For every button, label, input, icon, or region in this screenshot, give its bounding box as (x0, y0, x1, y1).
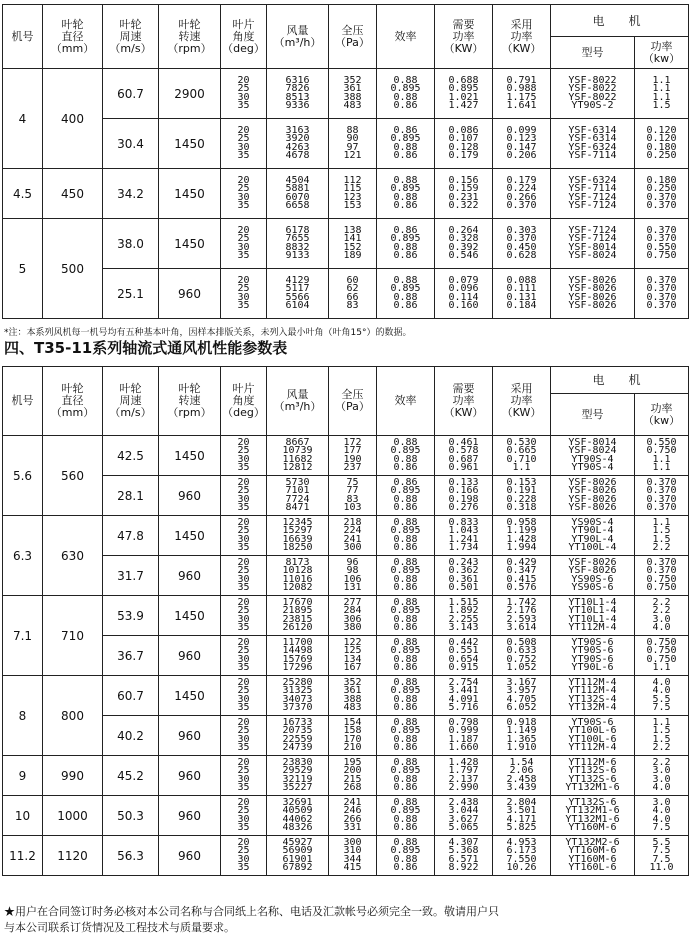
cell-efficiency: 0.88 0.895 0.88 0.86 (377, 516, 435, 556)
cell-efficiency: 0.88 0.895 0.88 0.86 (377, 69, 435, 119)
cell-angles: 20 25 30 35 (221, 69, 267, 119)
table-row (3, 836, 689, 876)
table-row (3, 516, 689, 556)
table-row (3, 69, 689, 119)
cell-tip-speed: 31.7 (103, 556, 159, 596)
cell-pressure: 195 200 215 268 (329, 756, 377, 796)
cell-rpm: 960 (159, 716, 221, 756)
cell-motor-power: 2.2 2.2 3.0 4.0 (635, 596, 689, 636)
table-row (3, 796, 689, 836)
cell-motor-model: YSF-8026 YSF-8026 YS90S-6 YS90S-6 (551, 556, 635, 596)
cell-airflow: 3163 3920 4263 4678 (267, 119, 329, 169)
table-row (3, 556, 689, 596)
cell-airflow: 8173 10128 11016 12082 (267, 556, 329, 596)
cell-pressure: 241 246 266 331 (329, 796, 377, 836)
cell-tip-speed: 40.2 (103, 716, 159, 756)
cell-diameter: 450 (43, 169, 103, 219)
cell-required-power: 0.264 0.328 0.392 0.546 (435, 219, 493, 269)
header-airflow: 风量 （m³/h） (267, 5, 329, 69)
cell-used-power: 1.54 2.06 2.458 3.439 (493, 756, 551, 796)
header-motor-model: 型号 (551, 394, 635, 436)
cell-required-power: 2.438 3.044 3.627 5.065 (435, 796, 493, 836)
cell-motor-model: YSF-6314 YSF-6314 YSF-6324 YSF-7114 (551, 119, 635, 169)
cell-airflow: 8667 10739 11682 12812 (267, 436, 329, 476)
cell-pressure: 75 77 83 103 (329, 476, 377, 516)
cell-diameter: 400 (43, 69, 103, 169)
footer-line-2: 与本公司联系订货情况及工程技术与质量要求。 (4, 921, 235, 934)
cell-diameter: 1120 (43, 836, 103, 876)
header-rotation-speed: 叶轮 转速 （rpm） (159, 5, 221, 69)
cell-tip-speed: 53.9 (103, 596, 159, 636)
cell-tip-speed: 42.5 (103, 436, 159, 476)
header-motor: 电 机 (551, 367, 689, 394)
header-blade-angle: 叶片 角度 （deg） (221, 367, 267, 436)
cell-angles: 20 25 30 35 (221, 716, 267, 756)
cell-required-power: 0.688 0.895 1.021 1.427 (435, 69, 493, 119)
header-required-power: 需要 功率 （KW） (435, 5, 493, 69)
cell-motor-model: YT112M-4 YT112M-4 YT132S-4 YT132M-4 (551, 676, 635, 716)
cell-angles: 20 25 30 35 (221, 556, 267, 596)
cell-airflow: 4504 5881 6070 6658 (267, 169, 329, 219)
cell-pressure: 96 98 106 131 (329, 556, 377, 596)
header-rotation-speed: 叶轮 转速 （rpm） (159, 367, 221, 436)
cell-machine-no: 6.3 (3, 516, 43, 596)
cell-efficiency: 0.88 0.895 0.88 0.86 (377, 756, 435, 796)
cell-used-power: 0.179 0.224 0.266 0.370 (493, 169, 551, 219)
cell-machine-no: 10 (3, 796, 43, 836)
cell-motor-power: 1.1 1.1 1.1 1.5 (635, 69, 689, 119)
cell-rpm: 1450 (159, 596, 221, 636)
cell-tip-speed: 28.1 (103, 476, 159, 516)
cell-used-power: 1.742 2.176 2.593 3.614 (493, 596, 551, 636)
header-used-power: 采用 功率 （KW） (493, 367, 551, 436)
footer-line-1: ★用户在合同签订时务必核对本公司名称与合同纸上名称、电话及汇款帐号必须完全一致。敬请用户只 (4, 905, 499, 918)
cell-used-power: 0.303 0.370 0.450 0.628 (493, 219, 551, 269)
cell-rpm: 1450 (159, 516, 221, 556)
cell-efficiency: 0.86 0.895 0.88 0.86 (377, 476, 435, 516)
cell-tip-speed: 25.1 (103, 269, 159, 319)
cell-used-power: 0.088 0.111 0.131 0.184 (493, 269, 551, 319)
cell-motor-power: 3.0 4.0 4.0 7.5 (635, 796, 689, 836)
cell-used-power: 0.530 0.665 0.710 1.1 (493, 436, 551, 476)
cell-angles: 20 25 30 35 (221, 169, 267, 219)
cell-airflow: 5730 7101 7724 8471 (267, 476, 329, 516)
cell-pressure: 154 158 170 210 (329, 716, 377, 756)
cell-motor-power: 0.120 0.120 0.180 0.250 (635, 119, 689, 169)
header-efficiency: 效率 (377, 367, 435, 436)
cell-tip-speed: 60.7 (103, 676, 159, 716)
table-row (3, 219, 689, 269)
cell-required-power: 0.133 0.166 0.198 0.276 (435, 476, 493, 516)
performance-table-2 (2, 366, 689, 876)
cell-tip-speed: 38.0 (103, 219, 159, 269)
cell-rpm: 1450 (159, 676, 221, 716)
cell-tip-speed: 60.7 (103, 69, 159, 119)
cell-angles: 20 25 30 35 (221, 516, 267, 556)
table-row (3, 756, 689, 796)
cell-motor-power: 0.370 0.370 0.550 0.750 (635, 219, 689, 269)
cell-angles: 20 25 30 35 (221, 596, 267, 636)
cell-motor-model: YT112M-6 YT132S-6 YT132S-6 YT132M1-6 (551, 756, 635, 796)
cell-airflow: 32691 40509 44062 48326 (267, 796, 329, 836)
cell-required-power: 2.754 3.441 4.091 5.716 (435, 676, 493, 716)
cell-required-power: 0.833 1.043 1.241 1.734 (435, 516, 493, 556)
cell-airflow: 6316 7826 8513 9336 (267, 69, 329, 119)
cell-used-power: 3.167 3.957 4.705 6.052 (493, 676, 551, 716)
section-title: 四、T35-11系列轴流式通风机性能参数表 (4, 339, 288, 357)
cell-rpm: 960 (159, 556, 221, 596)
cell-rpm: 960 (159, 476, 221, 516)
cell-efficiency: 0.88 0.895 0.88 0.86 (377, 436, 435, 476)
cell-diameter: 630 (43, 516, 103, 596)
cell-pressure: 352 361 388 483 (329, 69, 377, 119)
cell-efficiency: 0.88 0.895 0.88 0.86 (377, 716, 435, 756)
table-row (3, 436, 689, 476)
cell-diameter: 710 (43, 596, 103, 676)
cell-rpm: 1450 (159, 219, 221, 269)
cell-tip-speed: 47.8 (103, 516, 159, 556)
cell-airflow: 23830 29529 32119 35227 (267, 756, 329, 796)
cell-angles: 20 25 30 35 (221, 119, 267, 169)
cell-angles: 20 25 30 35 (221, 476, 267, 516)
performance-table-1 (2, 4, 689, 319)
cell-rpm: 960 (159, 269, 221, 319)
cell-rpm: 960 (159, 636, 221, 676)
cell-used-power: 0.958 1.199 1.428 1.994 (493, 516, 551, 556)
table-row (3, 596, 689, 636)
cell-motor-model: YT10L1-4 YT10L1-4 YT10L1-4 YT112M-4 (551, 596, 635, 636)
cell-motor-power: 0.370 0.370 0.370 0.370 (635, 269, 689, 319)
cell-airflow: 45927 56909 61901 67892 (267, 836, 329, 876)
cell-motor-model: YT132M2-6 YT160M-6 YT160M-6 YT160L-6 (551, 836, 635, 876)
cell-motor-model: YT132S-6 YT132M1-6 YT132M1-6 YT160M-6 (551, 796, 635, 836)
cell-airflow: 4129 5117 5566 6104 (267, 269, 329, 319)
cell-pressure: 277 284 306 380 (329, 596, 377, 636)
cell-tip-speed: 30.4 (103, 119, 159, 169)
cell-rpm: 960 (159, 836, 221, 876)
cell-airflow: 16733 20735 22559 24739 (267, 716, 329, 756)
cell-used-power: 2.804 3.501 4.171 5.825 (493, 796, 551, 836)
cell-machine-no: 8 (3, 676, 43, 756)
table-row (3, 476, 689, 516)
cell-efficiency: 0.88 0.895 0.88 0.86 (377, 169, 435, 219)
cell-required-power: 4.307 5.368 6.571 8.922 (435, 836, 493, 876)
cell-machine-no: 5 (3, 219, 43, 319)
header-airflow: 风量 （m³/h） (267, 367, 329, 436)
header-motor-model: 型号 (551, 37, 635, 69)
cell-angles: 20 25 30 35 (221, 676, 267, 716)
cell-tip-speed: 45.2 (103, 756, 159, 796)
cell-efficiency: 0.88 0.895 0.88 0.86 (377, 676, 435, 716)
cell-diameter: 800 (43, 676, 103, 756)
cell-required-power: 0.442 0.551 0.654 0.915 (435, 636, 493, 676)
cell-motor-power: 0.370 0.370 0.750 0.750 (635, 556, 689, 596)
header-motor-power: 功率 （kw） (635, 394, 689, 436)
cell-motor-model: YSF-8014 YSF-8024 YT90S-4 YT90S-4 (551, 436, 635, 476)
cell-motor-model: YT90S-6 YT100L-6 YT100L-6 YT112M-4 (551, 716, 635, 756)
cell-pressure: 300 310 344 415 (329, 836, 377, 876)
header-motor-power: 功率 （kw） (635, 37, 689, 69)
cell-airflow: 11700 14498 15769 17296 (267, 636, 329, 676)
cell-angles: 20 25 30 35 (221, 796, 267, 836)
cell-motor-power: 1.1 1.5 1.5 2.2 (635, 716, 689, 756)
header-impeller-diameter: 叶轮 直径 （mm） (43, 5, 103, 69)
cell-machine-no: 7.1 (3, 596, 43, 676)
cell-motor-power: 0.180 0.250 0.370 0.370 (635, 169, 689, 219)
cell-motor-model: YS90S-4 YT90L-4 YT90L-4 YT100L-4 (551, 516, 635, 556)
cell-used-power: 0.918 1.149 1.365 1.910 (493, 716, 551, 756)
cell-efficiency: 0.88 0.895 0.88 0.86 (377, 556, 435, 596)
cell-motor-power: 0.370 0.370 0.370 0.370 (635, 476, 689, 516)
cell-used-power: 0.099 0.123 0.147 0.206 (493, 119, 551, 169)
header-machine-no: 机号 (3, 5, 43, 69)
cell-machine-no: 5.6 (3, 436, 43, 516)
cell-machine-no: 4.5 (3, 169, 43, 219)
cell-tip-speed: 36.7 (103, 636, 159, 676)
footer-notice (4, 904, 688, 936)
cell-rpm: 1450 (159, 119, 221, 169)
cell-efficiency: 0.86 0.895 0.88 0.86 (377, 119, 435, 169)
cell-diameter: 1000 (43, 796, 103, 836)
cell-motor-power: 4.0 4.0 5.5 7.5 (635, 676, 689, 716)
cell-used-power: 0.791 0.988 1.175 1.641 (493, 69, 551, 119)
cell-angles: 20 25 30 35 (221, 436, 267, 476)
cell-motor-power: 0.550 0.750 1.1 1.1 (635, 436, 689, 476)
cell-pressure: 352 361 388 483 (329, 676, 377, 716)
cell-motor-model: YT90S-6 YT90S-6 YT90S-6 YT90L-6 (551, 636, 635, 676)
header-tip-speed: 叶轮 周速 （m/s） (103, 367, 159, 436)
cell-pressure: 138 141 152 189 (329, 219, 377, 269)
cell-required-power: 0.156 0.159 0.231 0.322 (435, 169, 493, 219)
cell-required-power: 0.243 0.362 0.361 0.501 (435, 556, 493, 596)
cell-efficiency: 0.88 0.895 0.88 0.86 (377, 836, 435, 876)
header-pressure: 全压 （Pa） (329, 367, 377, 436)
cell-used-power: 0.153 0.191 0.228 0.318 (493, 476, 551, 516)
cell-required-power: 0.079 0.096 0.114 0.160 (435, 269, 493, 319)
table-row (3, 269, 689, 319)
cell-motor-model: YSF-8026 YSF-8026 YSF-8026 YSF-8026 (551, 269, 635, 319)
footnote: *注：本系列风机每一机号均有五种基本叶角，因样本排版关系，未列入最小叶角（叶角15°）的数据。 (4, 328, 412, 338)
cell-efficiency: 0.88 0.895 0.88 0.86 (377, 596, 435, 636)
cell-tip-speed: 56.3 (103, 836, 159, 876)
cell-diameter: 560 (43, 436, 103, 516)
cell-angles: 20 25 30 35 (221, 219, 267, 269)
table-row (3, 676, 689, 716)
cell-pressure: 218 224 241 300 (329, 516, 377, 556)
cell-tip-speed: 34.2 (103, 169, 159, 219)
cell-required-power: 0.798 0.999 1.187 1.660 (435, 716, 493, 756)
cell-pressure: 88 90 97 121 (329, 119, 377, 169)
cell-tip-speed: 50.3 (103, 796, 159, 836)
cell-required-power: 1.515 1.892 2.255 3.143 (435, 596, 493, 636)
cell-motor-power: 2.2 3.0 3.0 4.0 (635, 756, 689, 796)
cell-efficiency: 0.88 0.895 0.88 0.86 (377, 796, 435, 836)
cell-pressure: 122 125 134 167 (329, 636, 377, 676)
header-tip-speed: 叶轮 周速 （m/s） (103, 5, 159, 69)
header-used-power: 采用 功率 （KW） (493, 5, 551, 69)
header-required-power: 需要 功率 （KW） (435, 367, 493, 436)
header-pressure: 全压 （Pa） (329, 5, 377, 69)
cell-motor-power: 5.5 7.5 7.5 11.0 (635, 836, 689, 876)
cell-rpm: 2900 (159, 69, 221, 119)
table-row (3, 636, 689, 676)
header-blade-angle: 叶片 角度 （deg） (221, 5, 267, 69)
cell-angles: 20 25 30 35 (221, 756, 267, 796)
cell-airflow: 6178 7655 8832 9133 (267, 219, 329, 269)
cell-airflow: 25280 31325 34073 37370 (267, 676, 329, 716)
header-efficiency: 效率 (377, 5, 435, 69)
cell-motor-model: YSF-8022 YSF-8022 YSF-8022 YT90S-2 (551, 69, 635, 119)
header-impeller-diameter: 叶轮 直径 （mm） (43, 367, 103, 436)
cell-motor-power: 1.1 1.5 1.5 2.2 (635, 516, 689, 556)
table-row (3, 716, 689, 756)
cell-pressure: 112 115 123 153 (329, 169, 377, 219)
cell-diameter: 500 (43, 219, 103, 319)
cell-machine-no: 9 (3, 756, 43, 796)
cell-efficiency: 0.88 0.895 0.88 0.86 (377, 636, 435, 676)
header-motor: 电 机 (551, 5, 689, 37)
cell-used-power: 4.953 6.173 7.550 10.26 (493, 836, 551, 876)
table-row (3, 169, 689, 219)
cell-rpm: 1450 (159, 436, 221, 476)
cell-diameter: 990 (43, 756, 103, 796)
cell-airflow: 17670 21895 23815 26120 (267, 596, 329, 636)
cell-angles: 20 25 30 35 (221, 269, 267, 319)
table-row (3, 119, 689, 169)
cell-motor-power: 0.750 0.750 0.750 1.1 (635, 636, 689, 676)
cell-pressure: 172 177 190 237 (329, 436, 377, 476)
cell-motor-model: YSF-7124 YSF-7124 YSF-8014 YSF-8024 (551, 219, 635, 269)
cell-used-power: 0.429 0.347 0.415 0.576 (493, 556, 551, 596)
cell-pressure: 60 62 66 83 (329, 269, 377, 319)
cell-rpm: 960 (159, 756, 221, 796)
cell-efficiency: 0.88 0.895 0.88 0.86 (377, 269, 435, 319)
cell-rpm: 960 (159, 796, 221, 836)
header-machine-no: 机号 (3, 367, 43, 436)
cell-rpm: 1450 (159, 169, 221, 219)
cell-efficiency: 0.86 0.895 0.88 0.86 (377, 219, 435, 269)
cell-machine-no: 4 (3, 69, 43, 169)
cell-motor-model: YSF-6324 YSF-7114 YSF-7124 YSF-7124 (551, 169, 635, 219)
cell-motor-model: YSF-8026 YSF-8026 YSF-8026 YSF-8026 (551, 476, 635, 516)
cell-used-power: 0.508 0.633 0.752 1.052 (493, 636, 551, 676)
cell-required-power: 1.428 1.797 2.137 2.990 (435, 756, 493, 796)
cell-angles: 20 25 30 35 (221, 836, 267, 876)
cell-required-power: 0.086 0.107 0.128 0.179 (435, 119, 493, 169)
cell-machine-no: 11.2 (3, 836, 43, 876)
cell-airflow: 12345 15297 16639 18250 (267, 516, 329, 556)
cell-angles: 20 25 30 35 (221, 636, 267, 676)
cell-required-power: 0.461 0.578 0.687 0.961 (435, 436, 493, 476)
